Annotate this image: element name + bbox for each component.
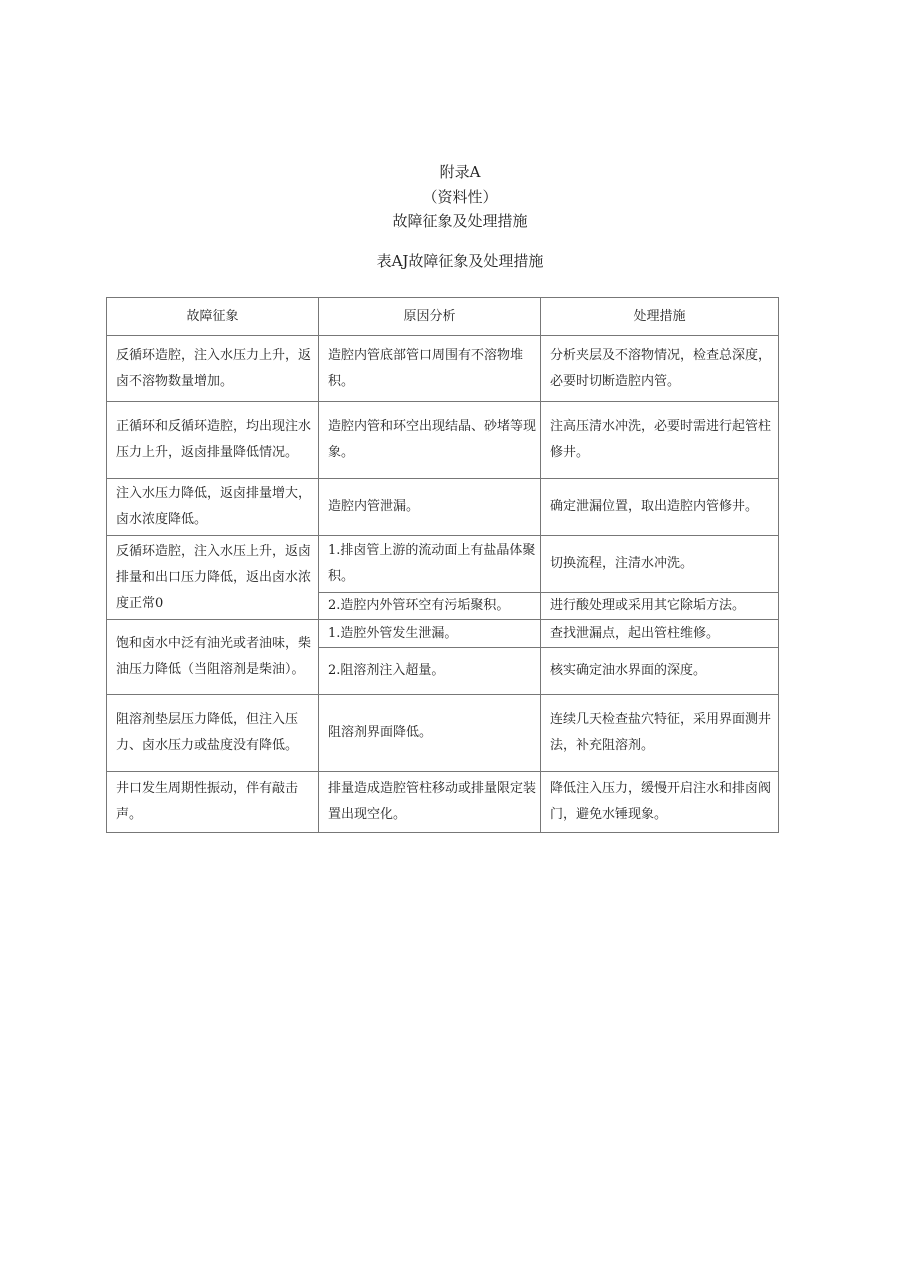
column-header-cause: 原因分析	[319, 298, 541, 336]
measure-cell: 查找泄漏点，起出管柱维修。	[541, 620, 779, 648]
appendix-label: 附录A	[439, 163, 481, 181]
measure-cell: 注高压清水冲洗，必要时需进行起管柱修井。	[541, 402, 779, 479]
table-row	[107, 620, 779, 648]
measure-cell: 连续几天检查盐穴特征，采用界面测井法，补充阻溶剂。	[541, 695, 779, 772]
fault-table	[106, 297, 779, 833]
symptom-cell: 反循环造腔，注入水压上升，返卤排量和出口压力降低，返出卤水浓度正常0	[107, 536, 319, 620]
cause-cell: 造腔内管泄漏。	[319, 479, 541, 536]
symptom-cell: 正循环和反循环造腔，均出现注水压力上升，返卤排量降低情况。	[107, 402, 319, 479]
table-row	[107, 336, 779, 402]
table-row	[107, 479, 779, 536]
measure-cell: 确定泄漏位置，取出造腔内管修井。	[541, 479, 779, 536]
column-header-measure: 处理措施	[541, 298, 779, 336]
measure-cell: 切换流程，注清水冲洗。	[541, 536, 779, 593]
cause-cell: 1.排卤管上游的流动面上有盐晶体聚积。	[319, 536, 541, 593]
symptom-cell: 饱和卤水中泛有油光或者油味，柴油压力降低（当阻溶剂是柴油）。	[107, 620, 319, 695]
cause-cell: 造腔内管和环空出现结晶、砂堵等现象。	[319, 402, 541, 479]
symptom-cell: 注入水压力降低，返卤排量增大，卤水浓度降低。	[107, 479, 319, 536]
table-title: 表AJ故障征象及处理措施	[376, 252, 544, 270]
cause-cell: 造腔内管底部管口周围有不溶物堆积。	[319, 336, 541, 402]
measure-cell: 降低注入压力，缓慢开启注水和排卤阀门，避免水锤现象。	[541, 772, 779, 833]
table-row	[107, 772, 779, 833]
symptom-cell: 反循环造腔，注入水压力上升，返卤不溶物数量增加。	[107, 336, 319, 402]
measure-cell: 进行酸处理或采用其它除垢方法。	[541, 593, 779, 620]
cause-cell: 1.造腔外管发生泄漏。	[319, 620, 541, 648]
symptom-cell: 阻溶剂垫层压力降低，但注入压力、卤水压力或盐度没有降低。	[107, 695, 319, 772]
table-row	[107, 536, 779, 593]
table-header-row	[107, 298, 779, 336]
measure-cell: 核实确定油水界面的深度。	[541, 648, 779, 695]
appendix-title: 故障征象及处理措施	[392, 212, 528, 230]
measure-cell: 分析夹层及不溶物情况，检查总深度，必要时切断造腔内管。	[541, 336, 779, 402]
table-row	[107, 695, 779, 772]
symptom-cell: 井口发生周期性振动，伴有敲击声。	[107, 772, 319, 833]
column-header-symptom: 故障征象	[107, 298, 319, 336]
cause-cell: 2.造腔内外管环空有污垢聚积。	[319, 593, 541, 620]
table-row	[107, 402, 779, 479]
cause-cell: 2.阻溶剂注入超量。	[319, 648, 541, 695]
cause-cell: 阻溶剂界面降低。	[319, 695, 541, 772]
appendix-nature: （资料性）	[422, 188, 498, 206]
cause-cell: 排量造成造腔管柱移动或排量限定装置出现空化。	[319, 772, 541, 833]
